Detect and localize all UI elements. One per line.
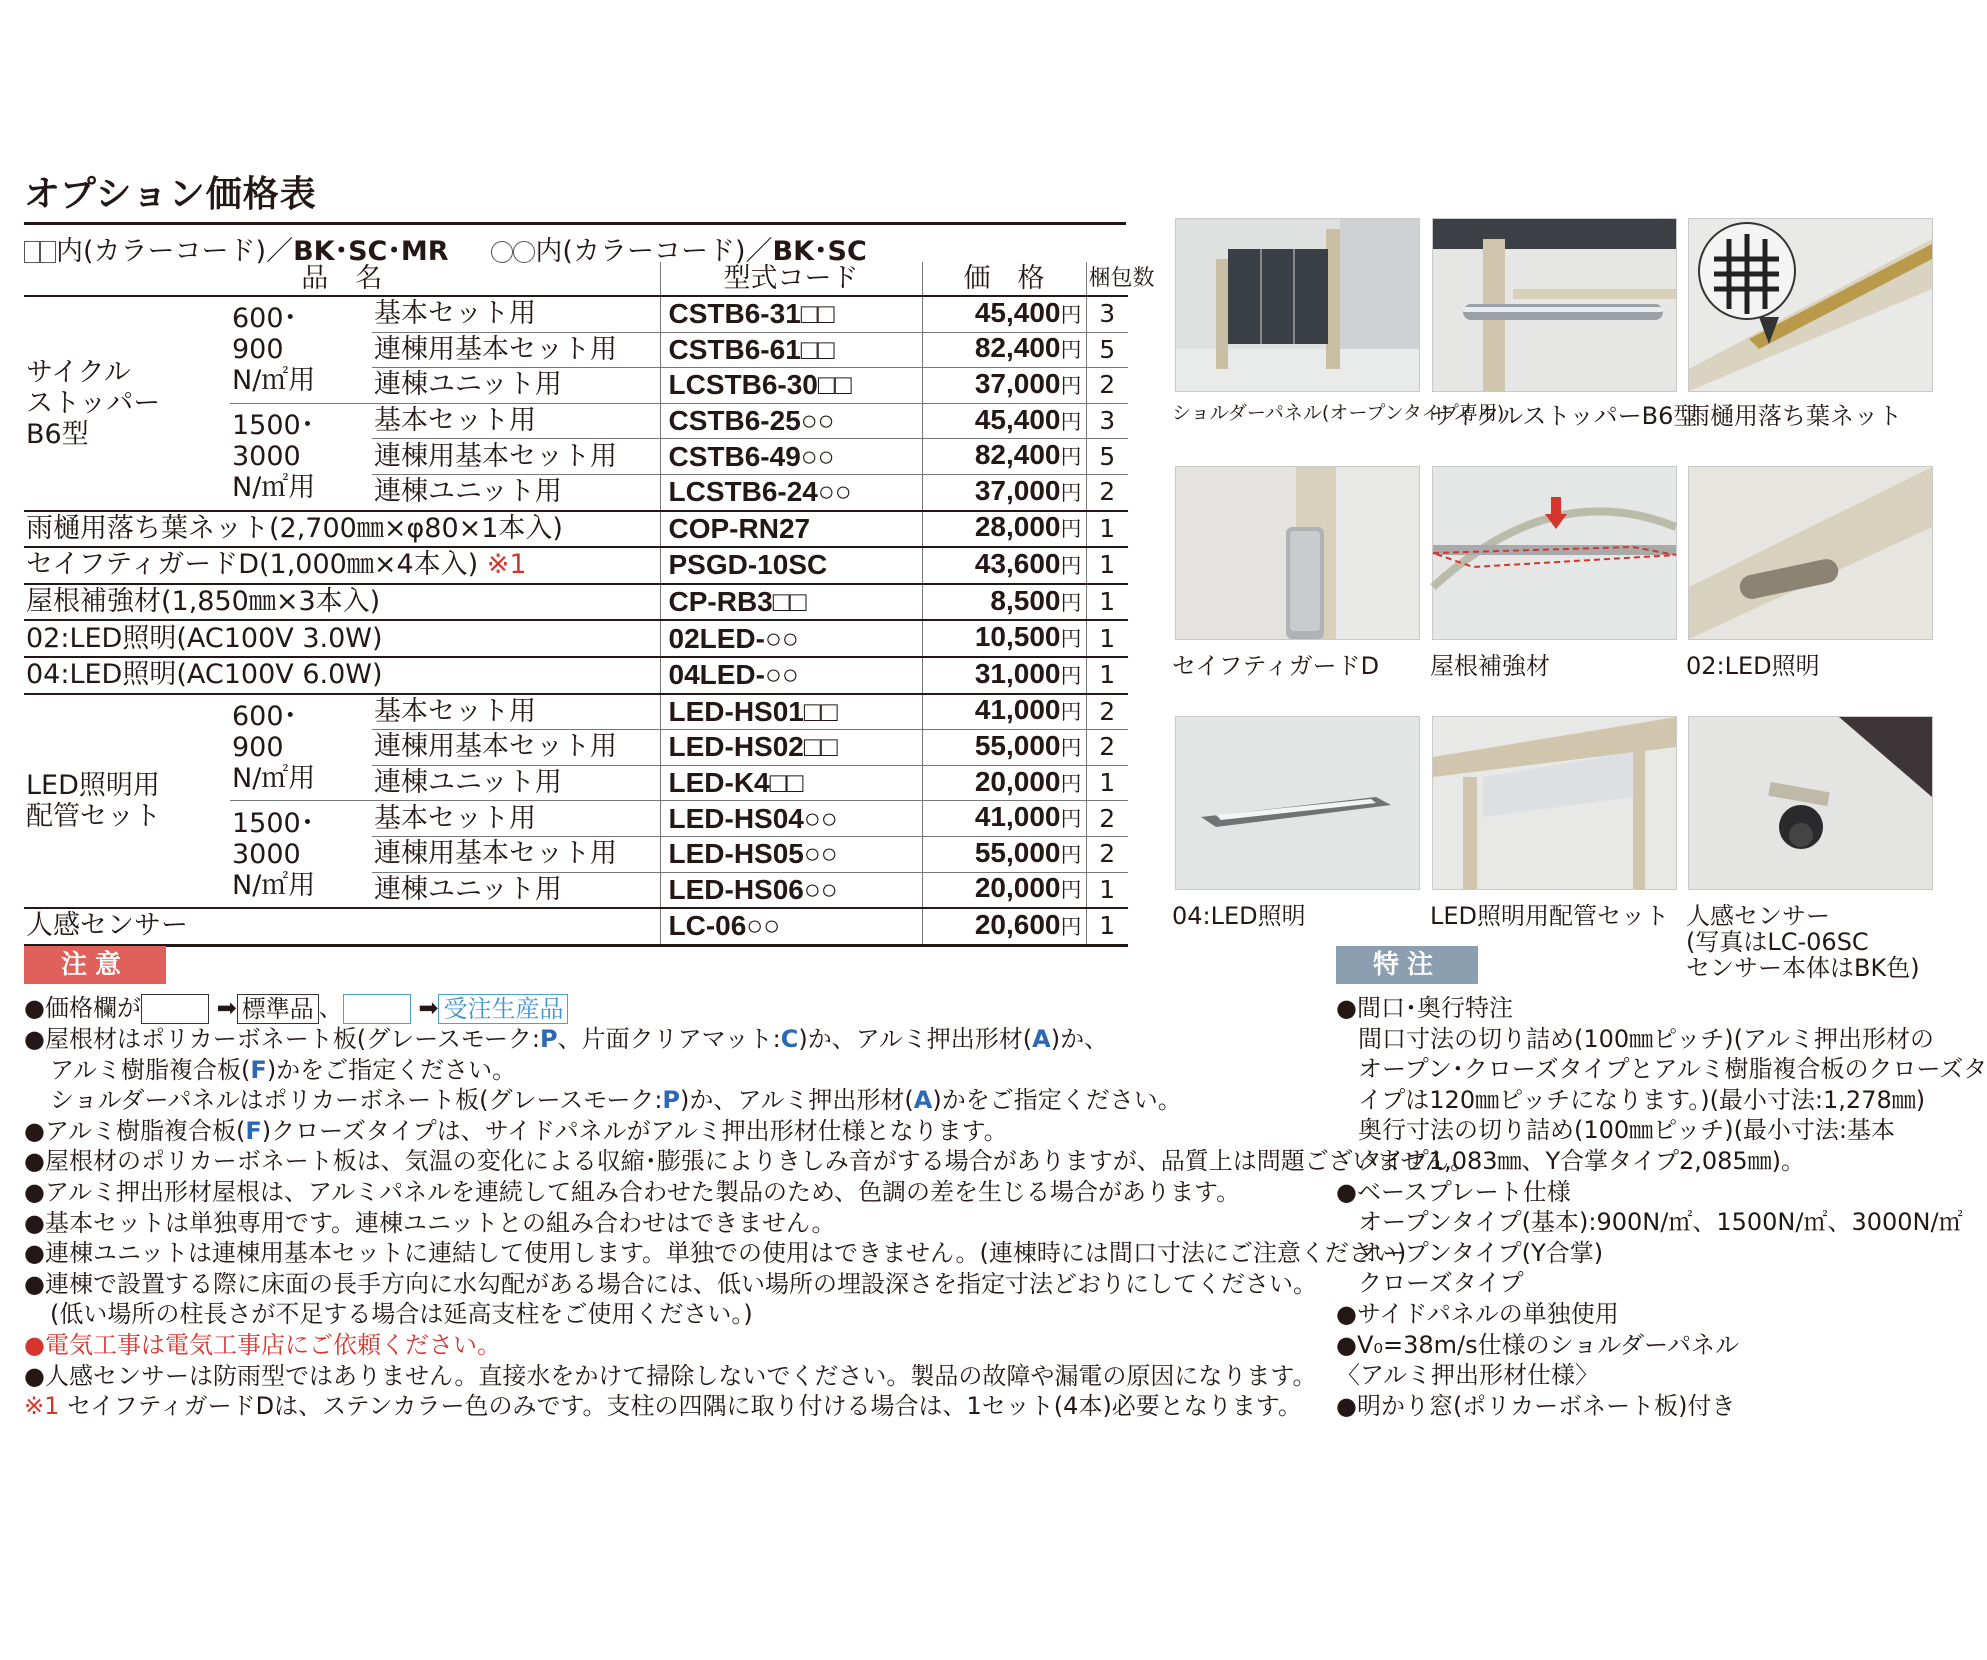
yen-unit: 円	[1060, 808, 1082, 832]
color-mark: ○○	[746, 910, 781, 942]
color-mark: □□	[772, 586, 807, 618]
row-code	[660, 474, 922, 510]
price-text: 41,000	[974, 694, 1061, 726]
row-pack: 1	[1086, 908, 1128, 945]
row-price	[922, 657, 1086, 694]
shoulder-panel-photo	[1175, 218, 1420, 392]
feature-line: タイプ1,083㎜、Y合掌タイプ2,085㎜)。	[1358, 1146, 1806, 1175]
safety-guard-photo	[1175, 466, 1420, 640]
row-pack: 1	[1086, 765, 1128, 801]
photo-caption: 02:LED照明	[1686, 652, 1820, 680]
row-name: 屋根補強材(1,850㎜×3本入)	[24, 584, 660, 621]
color-mark: ○○	[817, 476, 852, 508]
yen-unit: 円	[1060, 843, 1082, 867]
feature-line: 奥行寸法の切り詰め(100㎜ピッチ)(最小寸法:基本	[1358, 1116, 1896, 1145]
color-mark: ○○	[800, 405, 835, 437]
row-pack: 1	[1086, 584, 1128, 621]
notice-text: )かをご指定ください。	[932, 1086, 1182, 1115]
row-price	[922, 511, 1086, 548]
notice-line: (低い場所の柱長さが不足する場合は延高支柱をご使用ください。)	[50, 1300, 753, 1329]
row-pack: 3	[1086, 296, 1128, 332]
notice-text: 、片面クリアマット:	[557, 1025, 781, 1053]
notice-text: ●アルミ樹脂複合板(	[24, 1116, 246, 1145]
code-text: LED-HS01	[668, 695, 804, 727]
code-letter: A	[1032, 1025, 1051, 1053]
feature-line: ●明かり窓(ポリカーボネート板)付き	[1336, 1391, 1736, 1420]
row-price	[922, 730, 1086, 766]
row-pack: 5	[1086, 439, 1128, 475]
notice-line	[24, 1391, 1304, 1422]
row-name: 人感センサー	[24, 908, 660, 945]
row-name-text: セイフティガードD(1,000㎜×4本入)	[26, 549, 479, 581]
group-label: LED照明用 配管セット	[26, 769, 161, 832]
notice-text: 、	[318, 994, 343, 1022]
color-mark: ○○	[803, 873, 838, 905]
yen-unit: 円	[1060, 303, 1082, 327]
code-text: CSTB6-61	[668, 333, 801, 365]
row-code	[660, 765, 922, 801]
feature-line: 〈アルミ押出形材仕様〉	[1336, 1361, 1600, 1390]
footnote-mark: ※1	[24, 1392, 60, 1421]
notice-badge: 注意	[24, 946, 166, 984]
notice-line	[24, 1116, 1304, 1147]
table-row	[24, 908, 1128, 945]
feature-line: ●V₀=38m/s仕様のショルダーパネル	[1336, 1330, 1739, 1359]
option-price-table	[24, 262, 1155, 947]
row-price	[922, 474, 1086, 510]
price-text: 37,000	[974, 474, 1061, 506]
code-text: LED-K4	[668, 767, 770, 799]
row-name: 連棟用基本セット用	[372, 332, 660, 368]
row-code	[660, 620, 922, 657]
blank-blue-box	[343, 994, 411, 1024]
color-mark: ○○	[764, 622, 799, 654]
yen-unit: 円	[1060, 339, 1082, 363]
photo-caption-sub: センサー本体はBK色)	[1686, 954, 1920, 982]
row-code	[660, 547, 922, 584]
code-text: COP-RN27	[668, 512, 811, 544]
notice-line-warning: ●電気工事は電気工事店にご依頼ください。	[24, 1330, 501, 1359]
notice-text: ●価格欄が	[24, 994, 141, 1022]
notice-line: ●屋根材のポリカーボネート板は、気温の変化による収縮･膨張によりきしみ音がする場合がありますが、品質上は問題ございません。	[24, 1147, 1475, 1176]
color-mark: □□	[800, 333, 835, 365]
blank-box	[141, 994, 209, 1024]
led-piping-set-photo	[1432, 716, 1677, 890]
row-code	[660, 872, 922, 908]
row-name: 基本セット用	[372, 296, 660, 332]
photo-caption: 04:LED照明	[1172, 902, 1306, 930]
notice-text: ショルダーパネルはポリカーボネート板(グレースモーク:	[50, 1086, 663, 1115]
photo-caption: 雨樋用落ち葉ネット	[1686, 402, 1902, 430]
cycle-stopper-photo	[1432, 218, 1677, 392]
photo-caption: LED照明用配管セット	[1430, 902, 1670, 930]
photo-caption: 屋根補強材	[1430, 652, 1550, 680]
group-led-piping	[24, 694, 230, 909]
row-price	[922, 296, 1086, 332]
table-row	[24, 620, 1128, 657]
row-name: 連棟ユニット用	[372, 872, 660, 908]
notice-text: )かをご指定ください。	[266, 1055, 517, 1084]
notice-line: ●連棟で設置する際に床面の長手方向に水勾配がある場合には、低い場所の埋設深さを指定寸法どおりにしてください。	[24, 1269, 1317, 1298]
code-letter: P	[662, 1086, 681, 1115]
row-pack: 3	[1086, 403, 1128, 439]
color-codes-square: BK･SC･MR	[293, 236, 449, 267]
led-light-04-photo	[1175, 716, 1420, 890]
table-row	[24, 547, 1128, 584]
notice-line: ●連棟ユニットは連棟用基本セットに連結して使用します。単独での使用はできません。(連棟時には間口寸法にご注意ください)	[24, 1239, 1407, 1268]
load-group	[230, 801, 372, 908]
code-text: CSTB6-31	[668, 298, 801, 330]
price-text: 20,600	[974, 908, 1061, 940]
code-letter: P	[540, 1025, 558, 1053]
row-price	[922, 620, 1086, 657]
group-cycle-stopper	[24, 296, 230, 511]
yen-unit: 円	[1060, 628, 1082, 652]
table-row	[24, 296, 1128, 332]
standard-box: 標準品	[237, 994, 319, 1024]
photo-caption-sub: (写真はLC-06SC	[1686, 928, 1869, 956]
yen-unit: 円	[1060, 736, 1082, 760]
row-pack: 1	[1086, 657, 1128, 694]
gutter-leaf-net-photo	[1688, 218, 1933, 392]
notice-line	[24, 1055, 1304, 1086]
yen-unit: 円	[1060, 664, 1082, 688]
header-pack: 梱包数	[1086, 262, 1128, 296]
row-pack: 2	[1086, 474, 1128, 510]
notice-line	[24, 993, 1304, 1024]
code-letter: A	[913, 1086, 933, 1115]
code-text: LCSTB6-24	[668, 476, 818, 508]
row-name: 基本セット用	[372, 694, 660, 730]
color-note-label: 内(カラーコード)／	[535, 236, 773, 267]
color-mark: ○○	[800, 440, 835, 472]
row-name: 雨樋用落ち葉ネット(2,700㎜×φ80×1本入)	[24, 511, 660, 548]
row-name	[24, 547, 660, 584]
row-pack: 2	[1086, 801, 1128, 837]
led-light-02-photo	[1688, 466, 1933, 640]
code-text: CP-RB3	[668, 586, 773, 618]
row-code	[660, 801, 922, 837]
notice-text: ●屋根材はポリカーボネート板(グレースモーク:	[24, 1025, 540, 1053]
page-title: オプション価格表	[24, 174, 317, 215]
row-name: 04:LED照明(AC100V 6.0W)	[24, 657, 660, 694]
header-code: 型式コード	[660, 262, 922, 296]
photo-caption: 人感センサー	[1686, 902, 1830, 930]
price-text: 37,000	[974, 367, 1061, 399]
load-label: 1500･ 3000 N/㎡用	[232, 410, 316, 504]
code-letter: C	[780, 1025, 799, 1053]
header-price: 価 格	[922, 262, 1086, 296]
header-name: 品 名	[24, 262, 660, 296]
group-label: サイクル ストッパー B6型	[26, 356, 161, 450]
square-mark-icon	[40, 241, 56, 263]
code-text: LED-HS05	[668, 838, 804, 870]
yen-unit: 円	[1060, 481, 1082, 505]
code-text: LC-06	[668, 910, 747, 942]
yen-unit: 円	[1060, 410, 1082, 434]
table-row	[24, 694, 1128, 730]
photo-caption: ショルダーパネル(オープンタイプ専用)	[1172, 402, 1505, 424]
yen-unit: 円	[1060, 518, 1082, 542]
row-name: 連棟ユニット用	[372, 765, 660, 801]
row-pack: 1	[1086, 511, 1128, 548]
load-label: 600･ 900 N/㎡用	[232, 303, 316, 397]
code-text: LED-HS02	[668, 731, 804, 763]
row-code	[660, 439, 922, 475]
code-text: CSTB6-25	[668, 405, 801, 437]
yen-unit: 円	[1060, 591, 1082, 615]
color-mark: ○○	[803, 802, 838, 834]
price-text: 82,400	[974, 439, 1061, 471]
row-price	[922, 765, 1086, 801]
price-text: 82,400	[974, 332, 1061, 364]
notice-line: ●基本セットは単独専用です。連棟ユニットとの組み合わせはできません。	[24, 1208, 836, 1237]
photo-caption: セイフティガードD	[1172, 652, 1380, 680]
footnote-mark: ※1	[486, 549, 527, 581]
row-code	[660, 657, 922, 694]
feature-line: オープンタイプ(Y合掌)	[1358, 1238, 1604, 1267]
feature-line: 間口寸法の切り詰め(100㎜ピッチ)(アルミ押出形材の	[1358, 1024, 1934, 1053]
code-text: CSTB6-49	[668, 440, 801, 472]
color-mark: □□	[817, 369, 852, 401]
row-price	[922, 332, 1086, 368]
row-price	[922, 801, 1086, 837]
notice-line: ●アルミ押出形材屋根は、アルミパネルを連続して組み合わせた製品のため、色調の差を生じる場合があります。	[24, 1177, 1241, 1206]
load-label: 1500･ 3000 N/㎡用	[232, 807, 316, 901]
table-row	[24, 584, 1128, 621]
price-text: 45,400	[974, 403, 1061, 435]
roof-reinforcement-photo	[1432, 466, 1677, 640]
notice-line	[24, 1024, 1304, 1055]
yen-unit: 円	[1060, 446, 1082, 470]
row-code	[660, 836, 922, 872]
color-mark: ○○	[764, 659, 799, 691]
code-text: LCSTB6-30	[668, 369, 818, 401]
feature-line: イプは120㎜ピッチになります。)(最小寸法:1,278㎜)	[1358, 1085, 1926, 1114]
code-text: 04LED-	[668, 659, 765, 691]
row-price	[922, 584, 1086, 621]
row-code	[660, 584, 922, 621]
price-text: 55,000	[974, 836, 1061, 868]
row-pack: 1	[1086, 872, 1128, 908]
yen-unit: 円	[1060, 772, 1082, 796]
color-mark: □□	[803, 695, 838, 727]
load-group	[230, 403, 372, 510]
code-letter: F	[250, 1055, 267, 1084]
feature-line: ●ベースプレート仕様	[1336, 1177, 1571, 1206]
load-group	[230, 694, 372, 801]
made-to-order-box: 受注生産品	[438, 994, 568, 1024]
motion-sensor-photo	[1688, 716, 1933, 890]
row-code	[660, 908, 922, 945]
feature-badge: 特注	[1336, 946, 1478, 984]
price-text: 41,000	[974, 801, 1061, 833]
row-code	[660, 694, 922, 730]
row-pack: 1	[1086, 620, 1128, 657]
yen-unit: 円	[1060, 701, 1082, 725]
price-text: 20,000	[974, 872, 1061, 904]
table-row	[24, 657, 1128, 694]
arrow-right-icon: ➡	[216, 994, 237, 1022]
code-text: LED-HS04	[668, 802, 804, 834]
row-name: 02:LED照明(AC100V 3.0W)	[24, 620, 660, 657]
photo-caption: サイクルストッパーB6型	[1430, 402, 1698, 430]
table-row	[24, 511, 1128, 548]
row-price	[922, 547, 1086, 584]
row-price	[922, 403, 1086, 439]
notice-text: )クローズタイプは、サイドパネルがアルミ押出形材仕様となります。	[261, 1116, 1008, 1145]
price-text: 8,500	[990, 584, 1061, 616]
row-name: 連棟ユニット用	[372, 368, 660, 404]
row-pack: 2	[1086, 836, 1128, 872]
row-pack: 2	[1086, 694, 1128, 730]
row-price	[922, 836, 1086, 872]
notice-text: アルミ樹脂複合板(	[50, 1055, 251, 1084]
row-pack: 2	[1086, 368, 1128, 404]
row-code	[660, 730, 922, 766]
row-code	[660, 403, 922, 439]
row-code	[660, 511, 922, 548]
notice-text: )か、アルミ押出形材(	[798, 1025, 1033, 1053]
feature-line: ●間口･奥行特注	[1336, 994, 1513, 1022]
row-code	[660, 368, 922, 404]
notice-text: )か、アルミ押出形材(	[680, 1086, 914, 1115]
code-text: LED-HS06	[668, 873, 804, 905]
circle-mark-icon	[513, 241, 535, 263]
row-name: 連棟ユニット用	[372, 474, 660, 510]
price-text: 43,600	[974, 547, 1061, 579]
yen-unit: 円	[1060, 915, 1082, 939]
notice-line: ●人感センサーは防雨型ではありません。直接水をかけて掃除しないでください。製品の故障や漏電の原因になります。	[24, 1361, 1317, 1390]
color-note-label: 内(カラーコード)／	[56, 236, 294, 267]
row-code	[660, 296, 922, 332]
price-text: 28,000	[974, 511, 1061, 543]
color-mark: □□	[800, 298, 835, 330]
row-price	[922, 694, 1086, 730]
row-name: 基本セット用	[372, 403, 660, 439]
load-label: 600･ 900 N/㎡用	[232, 700, 316, 794]
row-pack: 1	[1086, 547, 1128, 584]
price-text: 10,500	[974, 621, 1061, 653]
color-codes-circle: BK･SC	[772, 236, 867, 267]
feature-line: オープンタイプ(基本):900N/㎡、1500N/㎡、3000N/㎡	[1358, 1208, 1963, 1237]
row-price	[922, 368, 1086, 404]
row-price	[922, 872, 1086, 908]
feature-line: オープン･クローズタイプとアルミ樹脂複合板のクローズタ	[1358, 1055, 1987, 1084]
code-letter: F	[245, 1116, 262, 1145]
row-price	[922, 439, 1086, 475]
yen-unit: 円	[1060, 879, 1082, 903]
yen-unit: 円	[1060, 374, 1082, 398]
notice-line	[24, 1085, 1304, 1116]
code-text: PSGD-10SC	[668, 549, 828, 581]
row-pack: 5	[1086, 332, 1128, 368]
circle-mark-icon	[491, 241, 513, 263]
yen-unit: 円	[1060, 554, 1082, 578]
color-mark: ○○	[803, 838, 838, 870]
row-code	[660, 332, 922, 368]
color-mark: □□	[803, 731, 838, 763]
code-text: 02LED-	[668, 622, 765, 654]
price-text: 20,000	[974, 765, 1061, 797]
price-text: 45,400	[974, 296, 1061, 328]
row-pack: 2	[1086, 730, 1128, 766]
feature-list	[1336, 993, 1987, 1421]
feature-line: クローズタイプ	[1358, 1269, 1524, 1298]
price-text: 55,000	[974, 729, 1061, 761]
price-text: 31,000	[974, 657, 1061, 689]
arrow-right-icon: ➡	[418, 994, 439, 1022]
color-mark: □□	[769, 767, 804, 799]
row-name: 連棟用基本セット用	[372, 836, 660, 872]
row-name: 連棟用基本セット用	[372, 730, 660, 766]
notice-text: )か、	[1050, 1025, 1109, 1053]
square-mark-icon	[24, 241, 40, 263]
load-group	[230, 296, 372, 403]
row-name: 基本セット用	[372, 801, 660, 837]
row-name: 連棟用基本セット用	[372, 439, 660, 475]
row-price	[922, 908, 1086, 945]
notice-text: セイフティガードDは、ステンカラー色のみです。支柱の四隅に取り付ける場合は、1セット(4本)必要となります。	[59, 1392, 1302, 1421]
feature-line: ●サイドパネルの単独使用	[1336, 1299, 1619, 1328]
